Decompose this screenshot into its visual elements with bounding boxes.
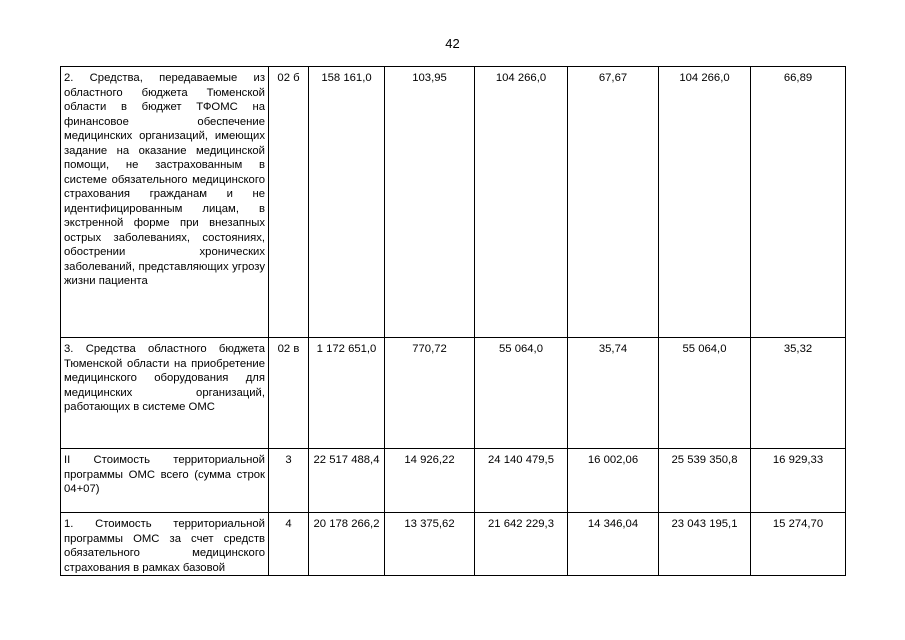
table-cell: 158 161,0 <box>309 67 385 338</box>
table-cell: 24 140 479,5 <box>475 449 568 513</box>
table-cell: 15 274,70 <box>751 513 846 576</box>
financing-table <box>60 66 846 576</box>
table-row <box>61 449 846 513</box>
table-row <box>61 67 846 338</box>
table-row <box>61 338 846 449</box>
table-cell: 16 929,33 <box>751 449 846 513</box>
page-number: 42 <box>445 36 460 51</box>
row-code: 3 <box>269 449 309 513</box>
table-cell: 21 642 229,3 <box>475 513 568 576</box>
row-description-cell <box>61 513 269 576</box>
table-cell: 104 266,0 <box>475 67 568 338</box>
row-description: II Стоимость территориальной программы ОМС всего (сумма строк 04+07) <box>61 449 269 513</box>
table-cell: 103,95 <box>385 67 475 338</box>
row-description: 3. Средства областного бюджета Тюменской области на приобретение медицинского оборудования для медицинских организаций, работающих в системе ОМС <box>61 338 269 449</box>
table-cell: 25 539 350,8 <box>659 449 751 513</box>
table-cell: 23 043 195,1 <box>659 513 751 576</box>
table-cell: 20 178 266,2 <box>309 513 385 576</box>
table-cell: 35,32 <box>751 338 846 449</box>
row-description: 1. Стоимость территориальной программы ОМС за счет средств обязательного медицинского страхования в рамках базовой <box>64 518 265 573</box>
row-code: 4 <box>269 513 309 576</box>
row-code: 02 в <box>269 338 309 449</box>
table-cell: 66,89 <box>751 67 846 338</box>
table-cell: 55 064,0 <box>659 338 751 449</box>
table-cell: 55 064,0 <box>475 338 568 449</box>
row-description: 2. Средства, передаваемые из областного бюджета Тюменской области в бюджет ТФОМС на финансовое обеспечение медицинских организаций, имеющих задание на оказание медицинской помощи, не застрахованным в системе обязательного медицинского страхования гражданам и не идентифицированным лицам, в экстренной форме при внезапных острых заболеваниях, состояниях, обострении хронических заболеваний, представляющих угрозу жизни пациента <box>61 67 269 338</box>
table-cell: 1 172 651,0 <box>309 338 385 449</box>
table-cell: 16 002,06 <box>568 449 659 513</box>
table-cell: 67,67 <box>568 67 659 338</box>
table-cell: 22 517 488,4 <box>309 449 385 513</box>
row-code: 02 б <box>269 67 309 338</box>
table-cell: 13 375,62 <box>385 513 475 576</box>
table-row <box>61 513 846 576</box>
table-cell: 770,72 <box>385 338 475 449</box>
table-cell: 14 926,22 <box>385 449 475 513</box>
table-cell: 35,74 <box>568 338 659 449</box>
table-cell: 14 346,04 <box>568 513 659 576</box>
table-cell: 104 266,0 <box>659 67 751 338</box>
